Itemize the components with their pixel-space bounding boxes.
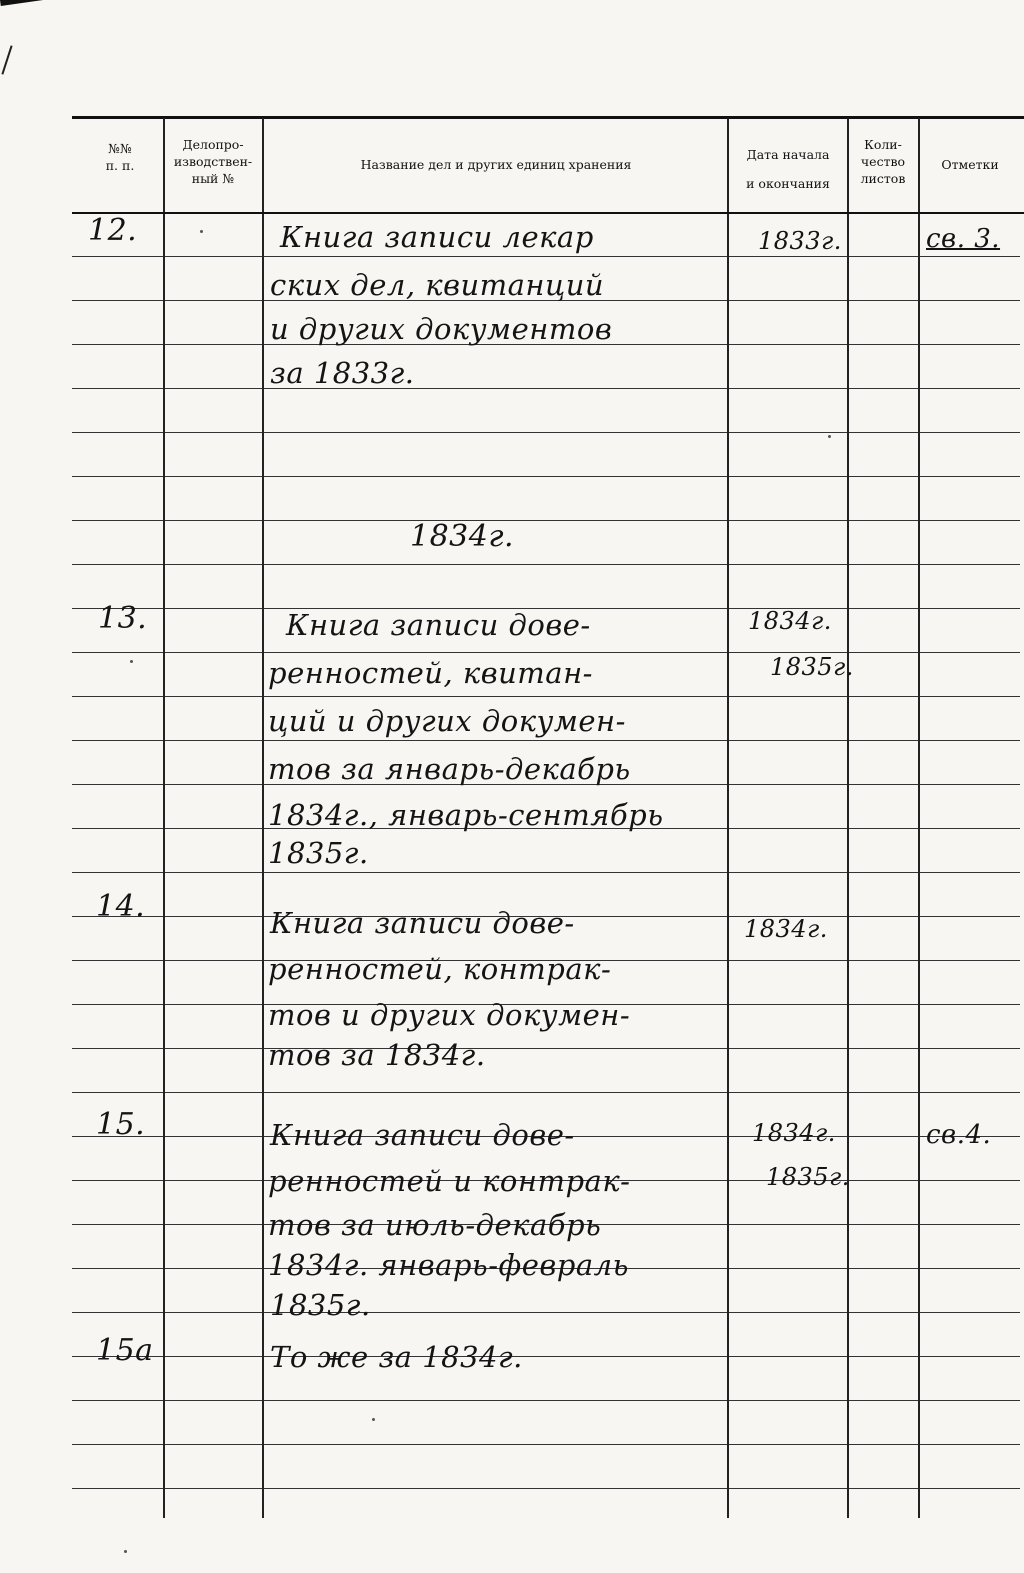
ruled-line	[264, 432, 727, 433]
ruled-line	[165, 388, 262, 389]
ruled-line	[729, 344, 847, 345]
ruled-line	[72, 300, 163, 301]
entry-13-title-line3: ций и других докумен-	[268, 704, 626, 738]
ruled-line	[849, 1224, 918, 1225]
ruled-line	[920, 1092, 1020, 1093]
ruled-line	[849, 1268, 918, 1269]
ruled-line	[849, 828, 918, 829]
ruled-line	[849, 256, 918, 257]
ruled-line	[849, 652, 918, 653]
ruled-line	[729, 1004, 847, 1005]
entry-15-date-start: 1834г.	[752, 1119, 836, 1147]
column-divider-4	[847, 118, 849, 1518]
header-bottom-border	[72, 212, 1024, 214]
ruled-line	[920, 256, 1020, 257]
ruled-line	[165, 1136, 262, 1137]
ruled-line	[72, 652, 163, 653]
column-divider-1	[163, 118, 165, 1518]
ruled-line	[729, 740, 847, 741]
ruled-line	[264, 1488, 727, 1489]
ink-speck	[372, 1418, 375, 1421]
ruled-line	[729, 1312, 847, 1313]
ink-speck	[828, 435, 831, 438]
ruled-line	[849, 1004, 918, 1005]
ruled-line	[165, 1400, 262, 1401]
entry-14-title-line1: Книга записи дове-	[270, 906, 575, 940]
ruled-line	[729, 872, 847, 873]
entry-14-title-line4: тов за 1834г.	[268, 1038, 486, 1072]
ruled-line	[920, 1444, 1020, 1445]
ruled-line	[72, 256, 163, 257]
ruled-line	[920, 652, 1020, 653]
ruled-line	[729, 1356, 847, 1357]
ruled-line	[920, 872, 1020, 873]
header-notes: Отметки	[941, 157, 999, 172]
ruled-line	[920, 1268, 1020, 1269]
ruled-line	[729, 696, 847, 697]
ruled-line	[729, 828, 847, 829]
ruled-line	[165, 960, 262, 961]
ruled-line	[165, 916, 262, 917]
ruled-line	[729, 1444, 847, 1445]
entry-15-date-end: 1835г.	[766, 1163, 850, 1191]
ruled-line	[72, 1092, 163, 1093]
entry-15-title-line3: тов за июль-декабрь	[268, 1208, 602, 1242]
ruled-line	[165, 652, 262, 653]
ruled-line	[849, 476, 918, 477]
ruled-line	[72, 1488, 163, 1489]
ruled-line	[849, 1400, 918, 1401]
ruled-line	[165, 432, 262, 433]
ruled-line	[165, 564, 262, 565]
ruled-line	[165, 1488, 262, 1489]
entry-13-title-line5: 1834г., январь-сентябрь	[268, 798, 664, 832]
ruled-line	[849, 960, 918, 961]
ruled-line	[920, 1048, 1020, 1049]
entry-12-title-line1: Книга записи лекар	[280, 220, 594, 254]
ruled-line	[264, 1400, 727, 1401]
entry-15-note: св.4.	[926, 1120, 992, 1150]
ruled-line	[165, 828, 262, 829]
ruled-line	[920, 1004, 1020, 1005]
column-divider-2	[262, 118, 264, 1518]
entry-14-date-start: 1834г.	[744, 915, 828, 943]
entry-12-number: 12.	[88, 213, 138, 248]
ruled-line	[264, 256, 727, 257]
header-dates: Дата начала и окончания	[746, 147, 830, 191]
ruled-line	[729, 432, 847, 433]
ruled-line	[920, 300, 1020, 301]
ruled-line	[72, 1180, 163, 1181]
ruled-line	[729, 388, 847, 389]
ruled-line	[72, 476, 163, 477]
ruled-line	[72, 1400, 163, 1401]
ruled-line	[165, 740, 262, 741]
entry-13-number: 13.	[98, 601, 148, 636]
ruled-line	[165, 608, 262, 609]
entry-15-title-line4: 1834г. январь-февраль	[268, 1248, 629, 1282]
ruled-line	[849, 608, 918, 609]
ruled-line	[72, 784, 163, 785]
ruled-line	[849, 300, 918, 301]
entry-14-title-line3: тов и других докумен-	[268, 998, 631, 1032]
header-row-number: №№ п. п.	[105, 141, 135, 173]
ruled-line	[920, 740, 1020, 741]
ruled-line	[165, 1004, 262, 1005]
ruled-line	[165, 300, 262, 301]
ruled-line	[729, 476, 847, 477]
ruled-line	[264, 696, 727, 697]
ruled-line	[165, 1048, 262, 1049]
ruled-line	[920, 608, 1020, 609]
ink-speck	[124, 1550, 127, 1553]
ruled-line	[849, 1488, 918, 1489]
ruled-line	[72, 872, 163, 873]
ruled-line	[849, 1356, 918, 1357]
ruled-line	[72, 1312, 163, 1313]
ruled-line	[72, 740, 163, 741]
column-divider-5	[918, 118, 920, 1518]
ruled-line	[729, 564, 847, 565]
entry-15-number: 15.	[96, 1107, 146, 1142]
ruled-line	[729, 300, 847, 301]
ruled-line	[165, 1268, 262, 1269]
ruled-line	[72, 828, 163, 829]
ruled-line	[849, 432, 918, 433]
ruled-line	[849, 916, 918, 917]
ruled-line	[920, 1180, 1020, 1181]
ruled-line	[920, 1224, 1020, 1225]
ruled-line	[920, 1488, 1020, 1489]
entry-14-title-line2: ренностей, контрак-	[268, 952, 612, 986]
header-sheet-count: Коли- чество листов	[860, 137, 906, 186]
ruled-line	[264, 564, 727, 565]
entry-15a-number: 15а	[96, 1333, 154, 1368]
ruled-line	[264, 652, 727, 653]
ruled-line	[849, 1312, 918, 1313]
ruled-line	[165, 1312, 262, 1313]
ruled-line	[72, 344, 163, 345]
ruled-line	[72, 1444, 163, 1445]
ruled-line	[72, 1048, 163, 1049]
ruled-line	[165, 696, 262, 697]
ruled-line	[72, 388, 163, 389]
ruled-line	[165, 1092, 262, 1093]
ruled-line	[920, 916, 1020, 917]
ruled-line	[920, 344, 1020, 345]
header-office-number: Делопро- изводствен- ный №	[173, 137, 253, 186]
ruled-line	[729, 1488, 847, 1489]
ruled-line	[849, 784, 918, 785]
ruled-line	[165, 344, 262, 345]
entry-14-number: 14.	[96, 889, 146, 924]
ruled-line	[849, 872, 918, 873]
ruled-line	[729, 1400, 847, 1401]
ruled-line	[264, 872, 727, 873]
ruled-line	[729, 1224, 847, 1225]
ruled-line	[920, 828, 1020, 829]
ruled-line	[920, 1356, 1020, 1357]
ruled-line	[920, 432, 1020, 433]
ruled-line	[165, 1356, 262, 1357]
header-title: Название дел и других единиц хранения	[360, 157, 632, 172]
table-top-border	[72, 116, 1024, 119]
entry-12-note: св. 3.	[926, 224, 1001, 254]
entry-13-date-start: 1834г.	[748, 607, 832, 635]
ruled-line	[849, 1092, 918, 1093]
ruled-line	[165, 872, 262, 873]
ruled-line	[264, 740, 727, 741]
ruled-line	[165, 256, 262, 257]
entry-13-date-end: 1835г.	[770, 653, 854, 681]
entry-12-title-line3: и других документов	[270, 312, 613, 346]
entry-12-date-start: 1833г.	[758, 227, 842, 255]
ruled-line	[165, 1444, 262, 1445]
ruled-line	[920, 520, 1020, 521]
ruled-line	[72, 432, 163, 433]
ruled-line	[72, 520, 163, 521]
ruled-line	[72, 1004, 163, 1005]
ruled-line	[849, 696, 918, 697]
ruled-line	[729, 1092, 847, 1093]
ruled-line	[264, 476, 727, 477]
entry-15-title-line2: ренностей и контрак-	[268, 1164, 631, 1198]
ruled-line	[72, 564, 163, 565]
ruled-line	[72, 696, 163, 697]
ruled-line	[729, 1048, 847, 1049]
entry-15-title-line1: Книга записи дове-	[270, 1118, 575, 1152]
ruled-line	[849, 1048, 918, 1049]
ruled-line	[849, 1180, 918, 1181]
ruled-line	[72, 1224, 163, 1225]
ruled-line	[920, 476, 1020, 477]
entry-15a-title-line1: То же за 1834г.	[270, 1340, 523, 1374]
margin-pencil-mark	[1, 45, 12, 74]
ruled-line	[849, 1136, 918, 1137]
ink-speck	[130, 660, 133, 663]
ruled-line	[165, 520, 262, 521]
ruled-line	[165, 784, 262, 785]
ruled-line	[849, 520, 918, 521]
ruled-line	[920, 1400, 1020, 1401]
column-divider-3	[727, 118, 729, 1518]
ruled-line	[165, 1180, 262, 1181]
entry-13-title-line2: ренностей, квитан-	[268, 656, 593, 690]
ruled-line	[165, 476, 262, 477]
ruled-line	[729, 1268, 847, 1269]
ruled-line	[72, 1268, 163, 1269]
ruled-line	[920, 388, 1020, 389]
ruled-line	[920, 784, 1020, 785]
ruled-line	[264, 1444, 727, 1445]
ink-speck	[200, 230, 203, 233]
ruled-line	[920, 696, 1020, 697]
ruled-line	[72, 960, 163, 961]
ruled-line	[264, 1092, 727, 1093]
year-heading-1834: 1834г.	[410, 519, 515, 554]
ruled-line	[849, 344, 918, 345]
ruled-line	[729, 520, 847, 521]
ruled-line	[165, 1224, 262, 1225]
ruled-line	[920, 960, 1020, 961]
entry-13-title-line4: тов за январь-декабрь	[268, 752, 631, 786]
entry-15-title-line5: 1835г.	[270, 1288, 371, 1322]
ruled-line	[849, 740, 918, 741]
ruled-line	[849, 388, 918, 389]
ruled-line	[849, 1444, 918, 1445]
ruled-line	[729, 784, 847, 785]
ruled-line	[849, 564, 918, 565]
entry-12-title-line4: за 1833г.	[270, 356, 415, 390]
corner-scan-mark	[0, 0, 63, 26]
entry-13-title-line6: 1835г.	[268, 836, 369, 870]
entry-13-title-line1: Книга записи дове-	[286, 608, 591, 642]
ruled-line	[920, 1312, 1020, 1313]
ruled-line	[729, 960, 847, 961]
entry-12-title-line2: ских дел, квитанций	[270, 268, 605, 302]
ruled-line	[920, 564, 1020, 565]
